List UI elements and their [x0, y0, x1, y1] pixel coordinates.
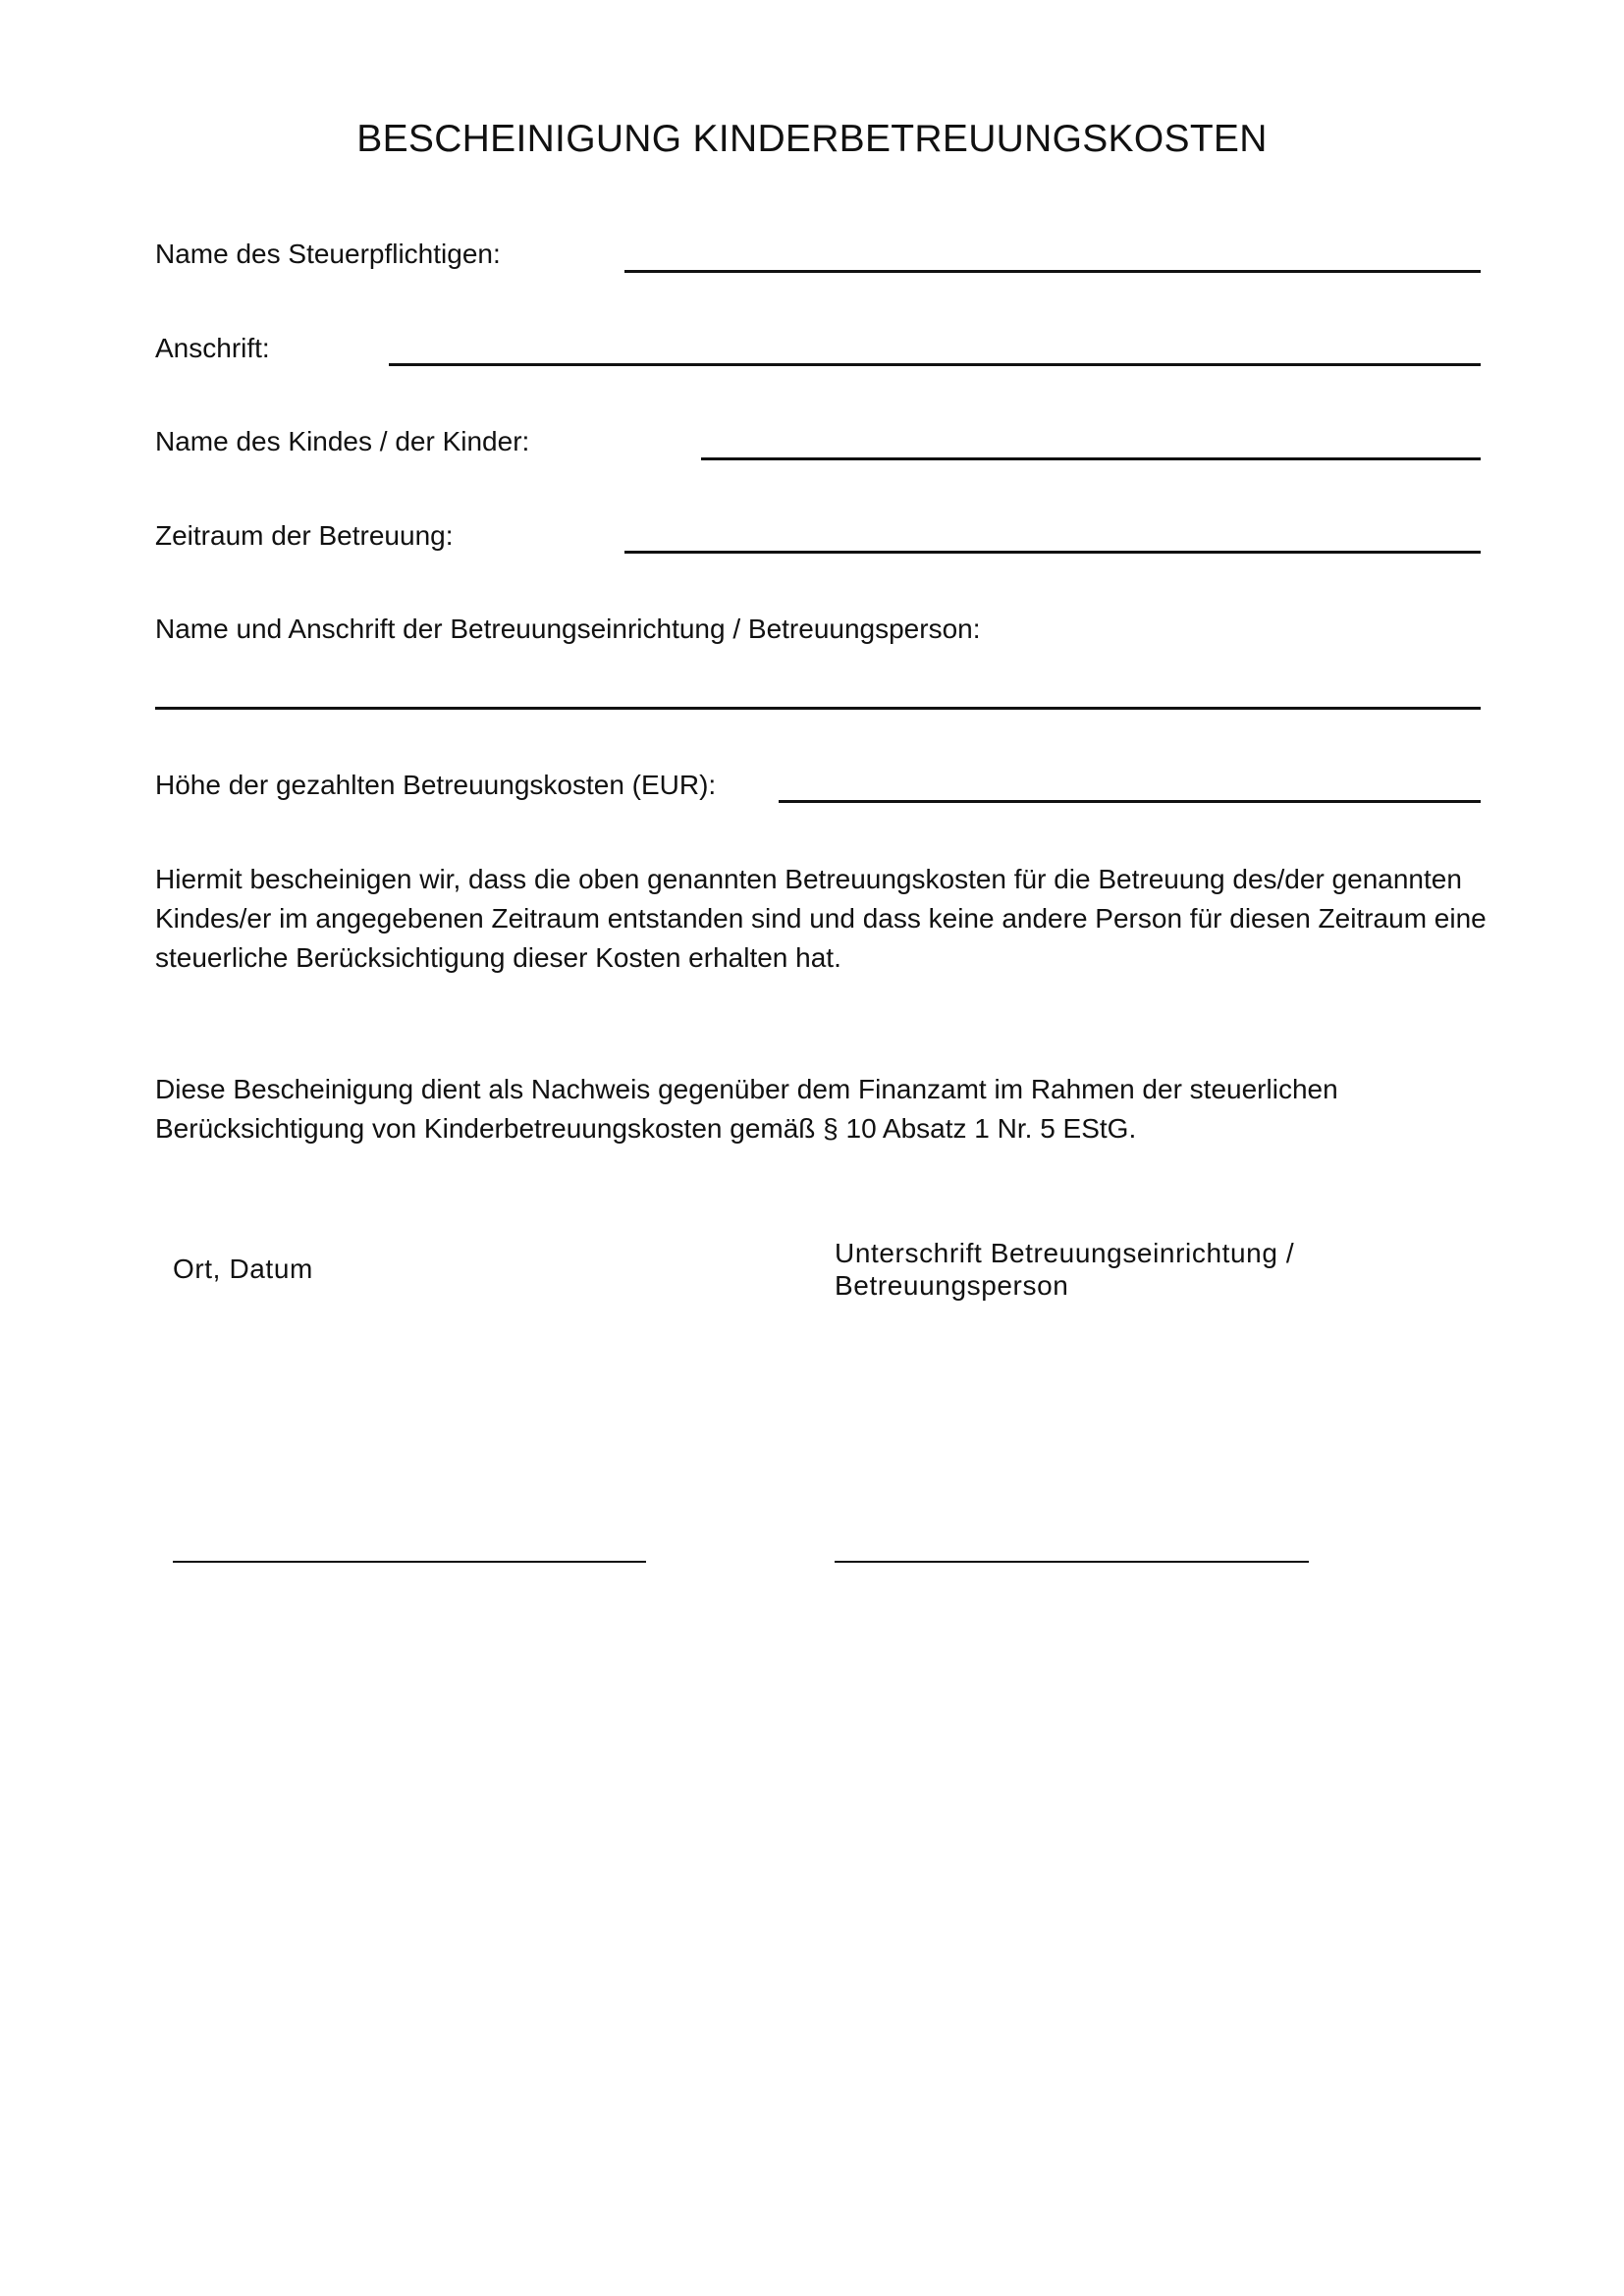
- care-period-label: Zeitraum der Betreuung:: [155, 520, 454, 551]
- costs-field[interactable]: [779, 800, 1481, 803]
- place-date-line[interactable]: [173, 1561, 646, 1563]
- certification-paragraph: Hiermit bescheinigen wir, dass die oben genannten Betreuungskosten für die Betreuung des/der genannten Kindes/er im angegebenen Zeitraum entstanden sind und dass keine andere Person für diesen Zeitraum eine steuerliche Berücksichtigung dieser Kosten erhalten hat.: [155, 864, 1487, 973]
- signature-label-line1: Unterschrift Betreuungseinrichtung /: [835, 1238, 1295, 1268]
- taxpayer-name-label: Name des Steuerpflichtigen:: [155, 239, 501, 269]
- costs-label: Höhe der gezahlten Betreuungskosten (EUR):: [155, 770, 717, 800]
- child-names-field[interactable]: [701, 457, 1481, 460]
- signature-line[interactable]: [835, 1561, 1309, 1563]
- child-names-label: Name des Kindes / der Kinder:: [155, 426, 530, 456]
- address-field[interactable]: [389, 363, 1481, 366]
- purpose-paragraph: Diese Bescheinigung dient als Nachweis gegenüber dem Finanzamt im Rahmen der steuerlichen Berücksichtigung von Kinderbetreuungskosten gemäß § 10 Absatz 1 Nr. 5 EStG.: [155, 1074, 1338, 1144]
- place-date-label: Ort, Datum: [173, 1254, 313, 1284]
- document-title: BESCHEINIGUNG KINDERBETREUUNGSKOSTEN: [356, 118, 1268, 160]
- facility-label: Name und Anschrift der Betreuungseinrichtung / Betreuungsperson:: [155, 614, 981, 644]
- taxpayer-name-field[interactable]: [624, 270, 1481, 273]
- signature-label-line2: Betreuungsperson: [835, 1270, 1069, 1301]
- facility-field[interactable]: [155, 707, 1481, 710]
- address-label: Anschrift:: [155, 333, 270, 363]
- care-period-field[interactable]: [624, 551, 1481, 554]
